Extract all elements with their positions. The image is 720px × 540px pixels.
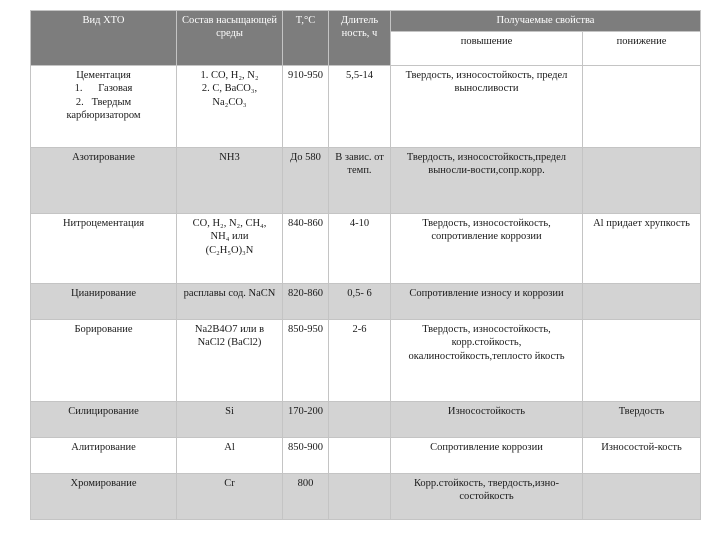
cell-medium: Si bbox=[177, 402, 283, 438]
cell-increase: Твердость, износостойкость, сопротивление коррозии bbox=[391, 214, 583, 284]
cell-type-line: 2. Твердым bbox=[75, 96, 132, 108]
cell-type bbox=[31, 66, 177, 148]
table-row bbox=[31, 438, 701, 474]
cell-medium-line: NH₄ или bbox=[210, 231, 249, 243]
cell-type: Силицирование bbox=[31, 402, 177, 438]
header-properties: Получаемые свойства bbox=[391, 11, 701, 32]
cell-temp: 840-860 bbox=[283, 214, 329, 284]
header-decrease: понижение bbox=[583, 32, 701, 66]
cell-medium bbox=[177, 66, 283, 148]
cell-medium-line: 2. C, BaCO₃, bbox=[201, 83, 258, 95]
cell-duration: 4-10 bbox=[329, 214, 391, 284]
cell-decrease: Твердость bbox=[583, 402, 701, 438]
cell-type: Цианирование bbox=[31, 284, 177, 320]
table-row bbox=[31, 214, 701, 284]
cell-duration: 2-6 bbox=[329, 320, 391, 402]
table-row bbox=[31, 284, 701, 320]
cell-medium: NH3 bbox=[177, 148, 283, 214]
cell-increase: Твердость, износостойкость, предел выносливости bbox=[391, 66, 583, 148]
table-row bbox=[31, 66, 701, 148]
document-page bbox=[30, 10, 700, 520]
cell-type-line: Цементация bbox=[76, 70, 131, 81]
cell-duration bbox=[329, 474, 391, 520]
table-row bbox=[31, 320, 701, 402]
cell-duration: 5,5-14 bbox=[329, 66, 391, 148]
cell-decrease bbox=[583, 66, 701, 148]
cell-decrease bbox=[583, 320, 701, 402]
header-medium: Состав насыщающей среды bbox=[177, 11, 283, 66]
cell-decrease bbox=[583, 284, 701, 320]
cell-increase: Твердость, износостойкость, корр.стойкость, окалиностойкость,теплосто йкость bbox=[391, 320, 583, 402]
cell-decrease: Al придает хрупкость bbox=[583, 214, 701, 284]
table-row bbox=[31, 148, 701, 214]
cell-increase: Сопротивление коррозии bbox=[391, 438, 583, 474]
cell-type: Борирование bbox=[31, 320, 177, 402]
cell-temp: 910-950 bbox=[283, 66, 329, 148]
cell-increase: Твердость, износостойкость,предел выносли-вости,сопр.корр. bbox=[391, 148, 583, 214]
cell-type: Азотирование bbox=[31, 148, 177, 214]
table-row bbox=[31, 402, 701, 438]
cell-medium bbox=[177, 214, 283, 284]
cell-medium: Cr bbox=[177, 474, 283, 520]
cell-increase: Корр.стойкость, твердость,изно-состойкость bbox=[391, 474, 583, 520]
table-row bbox=[31, 474, 701, 520]
cell-increase: Сопротивление износу и коррозии bbox=[391, 284, 583, 320]
cell-duration: 0,5- 6 bbox=[329, 284, 391, 320]
cell-type: Хромирование bbox=[31, 474, 177, 520]
cell-temp: 820-860 bbox=[283, 284, 329, 320]
header-increase: повышение bbox=[391, 32, 583, 66]
cell-decrease bbox=[583, 148, 701, 214]
cell-duration bbox=[329, 438, 391, 474]
cell-duration: В завис. от темп. bbox=[329, 148, 391, 214]
cell-type-line: 1. Газовая bbox=[74, 83, 133, 95]
cell-medium: Na2B4O7 или в NaCl2 (BaCl2) bbox=[177, 320, 283, 402]
cell-temp: 850-950 bbox=[283, 320, 329, 402]
hto-table bbox=[30, 10, 701, 520]
cell-decrease: Износостой-кость bbox=[583, 438, 701, 474]
cell-medium: расплавы сод. NaCN bbox=[177, 284, 283, 320]
cell-medium-line: 1. CO, H₂, N₂ bbox=[200, 70, 259, 81]
header-type: Вид ХТО bbox=[31, 11, 177, 66]
cell-type-line: карбюризатором bbox=[66, 110, 141, 122]
cell-increase: Износостойкость bbox=[391, 402, 583, 438]
cell-temp: 800 bbox=[283, 474, 329, 520]
cell-type: Алитирование bbox=[31, 438, 177, 474]
cell-temp: 170-200 bbox=[283, 402, 329, 438]
cell-temp: До 580 bbox=[283, 148, 329, 214]
header-temp: T,°C bbox=[283, 11, 329, 66]
cell-temp: 850-900 bbox=[283, 438, 329, 474]
cell-medium-line: (C₂H₅O)₃N bbox=[205, 244, 254, 256]
cell-medium-line: CO, H₂, N₂, CH₄, bbox=[192, 218, 267, 229]
cell-medium-line: Na₂CO₃ bbox=[212, 96, 247, 108]
header-duration: Длитель ность, ч bbox=[329, 11, 391, 66]
cell-decrease bbox=[583, 474, 701, 520]
cell-duration bbox=[329, 402, 391, 438]
cell-medium: Al bbox=[177, 438, 283, 474]
cell-type: Нитроцементация bbox=[31, 214, 177, 284]
